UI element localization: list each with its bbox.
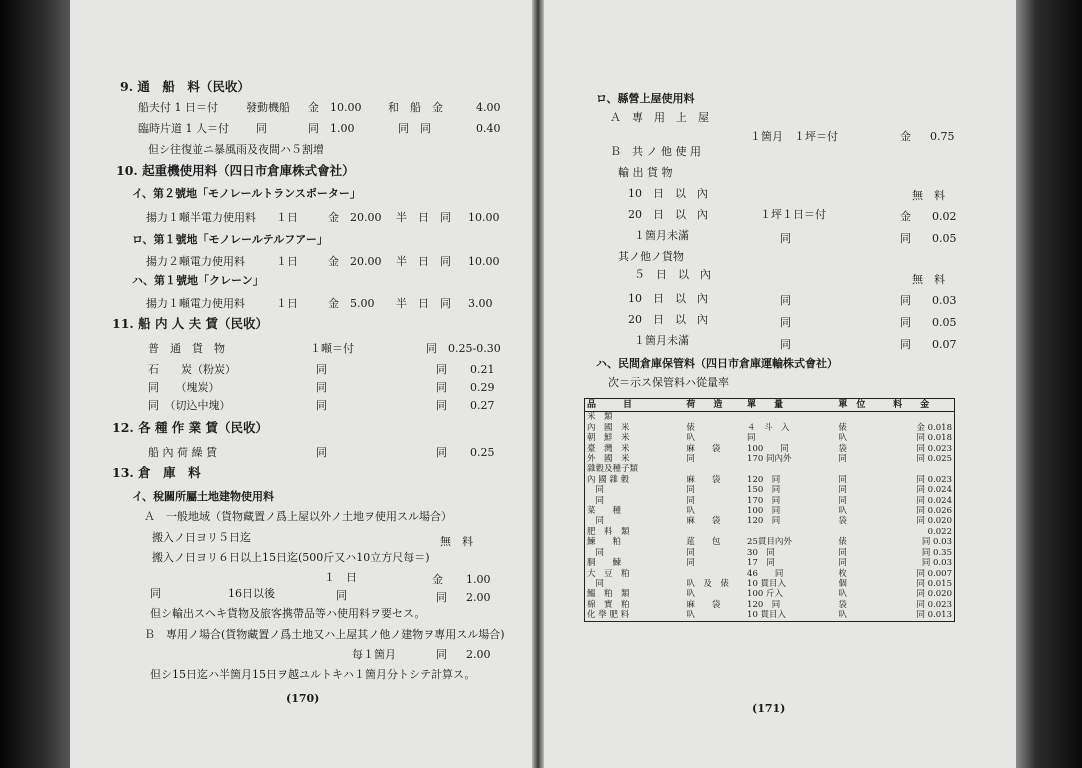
table-cell: 46 同 — [747, 568, 784, 579]
text: 0.03 — [932, 294, 957, 307]
table-cell: 胴 鰊 — [587, 558, 622, 569]
text: 0.02 — [932, 210, 957, 223]
text: 同 — [900, 232, 911, 245]
text: 同 — [436, 446, 447, 459]
table-cell — [684, 412, 745, 423]
text: 同 — [426, 342, 437, 355]
text: Ｂ 共 ノ 他 使 用 — [610, 145, 701, 158]
table-cell: 同 — [587, 516, 605, 527]
text: Ｂ 專用ノ場合(貨物藏置ノ爲土地又ハ上屋其ノ他ノ建物ヲ專用スル場合) — [144, 628, 505, 641]
text: 0.05 — [932, 232, 957, 245]
table-cell: 同 — [838, 474, 847, 485]
text: 但シ15日迄ハ半箇月15日ヲ越ユルトキハ１箇月分トシテ計算ス。 — [150, 668, 476, 681]
table-cell: 120 同 — [747, 516, 781, 527]
table-cell: 化 學 肥 料 — [587, 610, 630, 621]
table-cell: 臺 灣 米 — [587, 443, 630, 454]
text: 同 — [316, 399, 327, 412]
table-cell: 同 0.023 — [916, 474, 952, 485]
text: 0.21 — [470, 363, 495, 376]
table-cell: 170 同 — [747, 495, 781, 506]
text: 同 — [336, 589, 347, 602]
table-cell: 同 0.015 — [916, 578, 952, 589]
table-cell: 枚 — [838, 568, 847, 579]
text: 搬入ノ日ヨリ６日以上15日迄(500斤又ハ10立方尺每＝) — [152, 551, 430, 564]
table-row — [585, 454, 955, 464]
text: 金 5.00 — [328, 297, 375, 310]
table-cell: 金 0.018 — [916, 422, 952, 433]
table-cell: 同 0.023 — [916, 599, 952, 610]
text: 臨時片道 1 人＝付 — [138, 122, 229, 135]
table-cell: 個 — [838, 578, 847, 589]
text: 同 （塊炭） — [148, 381, 220, 394]
text: 同 — [780, 316, 791, 329]
text: １日 — [276, 211, 298, 224]
table-cell: 叺 — [838, 610, 847, 621]
table-row — [585, 610, 955, 621]
table-cell — [836, 412, 891, 423]
text: 4.00 — [476, 101, 501, 114]
table-cell — [684, 464, 745, 474]
table-cell: 叺 及 俵 — [686, 578, 729, 589]
table-cell: 同 0.03 — [921, 537, 952, 548]
table-row — [585, 527, 955, 537]
table-cell: 叺 — [686, 506, 695, 517]
text: 0.05 — [932, 316, 957, 329]
table-cell — [684, 527, 745, 537]
text: 同 — [316, 381, 327, 394]
text: 無 料 — [912, 273, 945, 286]
text: 普 通 貨 物 — [148, 342, 225, 355]
table-cell: 俵 — [838, 537, 847, 548]
table-row — [585, 600, 955, 610]
table-cell: 同 — [686, 558, 695, 569]
text: 0.07 — [932, 338, 957, 351]
table-cell: 米 類 — [587, 412, 613, 423]
section-13-heading: 13. 倉 庫 料 — [112, 465, 201, 480]
section-ro-heading: ロ、縣營上屋使用料 — [596, 92, 695, 105]
table-row — [585, 464, 955, 474]
text: 同 — [436, 591, 447, 604]
text: 但シ往復並ニ暴風雨及夜間ハ５割增 — [148, 143, 324, 156]
subheading: イ、稅關所屬土地建物使用料 — [132, 490, 275, 503]
text: 同 — [316, 363, 327, 376]
text: 0.25-0.30 — [448, 342, 501, 355]
text: 但シ輸出スヘキ貨物及旅客携帶品等ハ使用料ヲ要セス。 — [150, 607, 426, 620]
table-cell: 同 — [838, 454, 847, 465]
section-12-heading: 12. 各 種 作 業 賃（民收） — [112, 420, 269, 435]
table-cell: 同 — [686, 495, 695, 506]
table-cell — [745, 464, 836, 474]
text: 同 同 — [398, 122, 431, 135]
text: 金 — [900, 130, 911, 143]
book-edge-right — [1016, 0, 1082, 768]
right-page — [544, 0, 1016, 768]
section-ha-heading: ハ、民間倉庫保管料（四日市倉庫運輸株式會社） — [596, 357, 838, 370]
table-cell — [836, 464, 891, 474]
table-cell: 麻 袋 — [686, 516, 721, 527]
table-cell: 叺 — [838, 433, 847, 444]
table-cell: 袋 — [838, 599, 847, 610]
table-cell: 雜穀及種子類 — [587, 464, 639, 475]
section-10-heading: 10. 起重機使用料（四日市倉庫株式會社） — [116, 163, 355, 178]
table-cell: 俵 — [838, 422, 847, 433]
table-cell: 袋 — [838, 443, 847, 454]
text: 無 料 — [912, 189, 945, 202]
table-cell: 120 同 — [747, 474, 781, 485]
page-number-right: (171) — [752, 702, 786, 715]
text: 揚力２噸電力使用料 — [146, 255, 245, 268]
text: １ 日 — [324, 571, 357, 584]
text: 20 日 以 內 — [628, 208, 708, 221]
text: １箇月 １坪＝付 — [750, 130, 838, 143]
table-cell: 肥 料 類 — [587, 526, 630, 537]
table-row — [585, 433, 955, 443]
text: 船夫付 1 日＝付 — [138, 101, 218, 114]
table-cell: ４ 斗 入 — [747, 422, 790, 433]
table-cell: 150 同 — [747, 485, 781, 496]
text: 16日以後 — [228, 587, 275, 600]
table-cell: 10 貫目入 — [747, 578, 787, 589]
table-cell: 同 0.025 — [916, 454, 952, 465]
table-row — [585, 589, 955, 599]
table-cell: 俵 — [686, 422, 695, 433]
table-cell: 內 國 米 — [587, 422, 630, 433]
table-cell: 同 — [838, 558, 847, 569]
table-cell: 同 0.013 — [916, 610, 952, 621]
text: 同 — [150, 587, 161, 600]
table-row — [585, 444, 955, 454]
table-cell: 同 — [838, 495, 847, 506]
table-cell: 170 同內外 — [747, 454, 792, 465]
text: 每１箇月 — [352, 648, 396, 661]
table-cell: 叺 — [686, 610, 695, 621]
table-cell: 麻 袋 — [686, 599, 721, 610]
text: 半 日 同 — [396, 211, 451, 224]
table-cell: 100 斤入 — [747, 589, 783, 600]
text: 3.00 — [468, 297, 493, 310]
table-cell: 同 0.03 — [921, 558, 952, 569]
table-cell: 10 貫目入 — [747, 610, 787, 621]
col-header-rate: 料 金 — [891, 399, 954, 412]
table-cell: 同 — [838, 485, 847, 496]
table-cell — [891, 412, 954, 423]
text: 其ノ他ノ貨物 — [618, 250, 684, 263]
table-cell: 鰮 粕 類 — [587, 589, 630, 600]
table-cell: 同 0.007 — [916, 568, 952, 579]
table-cell: 同 — [587, 547, 605, 558]
text: 0.29 — [470, 381, 495, 394]
table-cell: 同 0.020 — [916, 589, 952, 600]
table-cell: 100 同 — [747, 443, 789, 454]
text: 發動機船 — [246, 101, 290, 114]
text: １箇月未滿 — [634, 229, 689, 242]
text: １噸＝付 — [310, 342, 354, 355]
table-cell — [745, 412, 836, 423]
text: 0.40 — [476, 122, 501, 135]
table-cell: 同 0.024 — [916, 485, 952, 496]
text: 同 — [900, 338, 911, 351]
text: 2.00 — [466, 591, 491, 604]
text: 0.25 — [470, 446, 495, 459]
table-cell: 同 — [686, 547, 695, 558]
left-page — [70, 0, 532, 768]
text: 同 — [436, 381, 447, 394]
text: 金 20.00 — [328, 211, 382, 224]
table-cell: 鰊 粕 — [587, 537, 622, 548]
table-cell: 同 — [587, 578, 605, 589]
text: 同 — [780, 232, 791, 245]
table-cell — [891, 464, 954, 474]
text: Ａ 專 用 上 屋 — [610, 111, 709, 124]
text: 無 料 — [440, 535, 473, 548]
subheading: ロ、第１號地「モノレールテルフアー」 — [132, 233, 328, 246]
text: 金 20.00 — [328, 255, 382, 268]
text: 10.00 — [468, 211, 500, 224]
text: ５ 日 以 內 — [634, 268, 711, 281]
text: 同 — [436, 363, 447, 376]
table-cell: 菜 種 — [587, 506, 622, 517]
text: 10 日 以 內 — [628, 292, 708, 305]
table-header-row — [585, 399, 955, 412]
text: 同 — [780, 338, 791, 351]
table-cell: 同 0.018 — [916, 433, 952, 444]
table-cell: 麻 袋 — [686, 443, 721, 454]
table-cell: 袋 — [838, 516, 847, 527]
table-row — [585, 516, 955, 526]
text: １日 — [276, 255, 298, 268]
text: １坪１日＝付 — [760, 208, 826, 221]
table-cell: 叺 — [686, 589, 695, 600]
text: 輸 出 貨 物 — [618, 166, 673, 179]
subheading: イ、第２號地「モノレールトランスポーター」 — [132, 187, 361, 200]
table-cell: 棉 實 粕 — [587, 599, 630, 610]
table-row — [585, 423, 955, 433]
text: 半 日 同 — [396, 255, 451, 268]
text: 和 船 金 — [388, 101, 443, 114]
text: 金 — [900, 210, 911, 223]
text: 1.00 — [466, 573, 491, 586]
table-cell: 同 — [686, 485, 695, 496]
col-header-packing: 荷 造 — [684, 399, 745, 412]
table-cell: 120 同 — [747, 599, 781, 610]
page-number-left: (170) — [286, 692, 320, 705]
book-edge-left — [0, 0, 70, 768]
text: 次＝示ス保管料ハ從量率 — [608, 376, 729, 389]
text: 同 — [900, 294, 911, 307]
text: 揚力１噸半電力使用料 — [146, 211, 256, 224]
table-cell: 叺 — [686, 433, 695, 444]
subheading: ハ、第１號地「クレーン」 — [132, 274, 264, 287]
col-header-item: 品 目 — [585, 399, 685, 412]
table-cell: 叺 — [838, 589, 847, 600]
table-cell: 0.022 — [927, 526, 952, 537]
table-cell: 同 0.020 — [916, 516, 952, 527]
table-cell: 同 — [747, 433, 756, 444]
text: 同 — [316, 446, 327, 459]
table-cell: 同 — [838, 547, 847, 558]
table-cell — [684, 569, 745, 579]
table-body — [585, 412, 955, 621]
col-header-unit: 單 位 — [836, 399, 891, 412]
table-cell: 朝 鮮 米 — [587, 433, 630, 444]
text: 船 內 荷 繰 賃 — [148, 446, 217, 459]
table-cell: 同 — [686, 454, 695, 465]
table-row — [585, 496, 955, 506]
col-header-quantity: 單 量 — [745, 399, 836, 412]
text: 同 — [780, 294, 791, 307]
table-cell: 叺 — [838, 506, 847, 517]
table-cell: 同 — [587, 495, 605, 506]
text: Ａ 一般地域（貨物藏置ノ爲上屋以外ノ土地ヲ使用スル場合） — [144, 510, 452, 523]
table-cell: 莚 包 — [686, 537, 721, 548]
table-cell: 內 國 雜 穀 — [587, 474, 630, 485]
text: 0.27 — [470, 399, 495, 412]
text: 同 — [256, 122, 267, 135]
text: １箇月未滿 — [634, 334, 689, 347]
table-row — [585, 548, 955, 558]
table-cell: 17 同 — [747, 558, 775, 569]
table-cell — [836, 527, 891, 537]
text: 同 — [900, 316, 911, 329]
section-11-heading: 11. 船 内 人 夫 賃（民收） — [112, 316, 269, 331]
text: 搬入ノ日ヨリ５日迄 — [152, 531, 251, 544]
text: 同 — [436, 399, 447, 412]
table-cell: 同 0.026 — [916, 506, 952, 517]
table-row — [585, 558, 955, 568]
table-row — [585, 485, 955, 495]
text: 2.00 — [466, 648, 491, 661]
text: 0.75 — [930, 130, 955, 143]
table-cell: 100 同 — [747, 506, 781, 517]
text: 金 — [432, 573, 443, 586]
text: 20 日 以 內 — [628, 313, 708, 326]
text: 金 10.00 — [308, 101, 362, 114]
book-gutter — [532, 0, 544, 768]
section-9-heading: 9. 通 船 料（民收） — [120, 79, 250, 94]
text: 同 1.00 — [308, 122, 355, 135]
text: 揚力１噸電力使用料 — [146, 297, 245, 310]
table-cell: 同 — [587, 485, 605, 496]
text: 10 日 以 內 — [628, 187, 708, 200]
table-cell: 30 同 — [747, 547, 775, 558]
table-cell: 同 0.35 — [921, 547, 952, 558]
text: １日 — [276, 297, 298, 310]
text: 石 炭（粉炭） — [148, 363, 236, 376]
text: 10.00 — [468, 255, 500, 268]
text: 同 （切込中塊） — [148, 399, 231, 412]
table-row — [585, 579, 955, 589]
text: 半 日 同 — [396, 297, 451, 310]
text: 同 — [436, 648, 447, 661]
table-cell: 同 0.024 — [916, 495, 952, 506]
table-row — [585, 412, 955, 423]
table-cell: 大 豆 粕 — [587, 568, 630, 579]
storage-fee-table — [584, 398, 955, 622]
table-cell — [745, 527, 836, 537]
table-row — [585, 506, 955, 516]
table-cell: 25貫目內外 — [747, 537, 792, 548]
table-row — [585, 537, 955, 547]
table-cell: 麻 袋 — [686, 474, 721, 485]
table-cell: 外 國 米 — [587, 454, 630, 465]
table-cell: 同 0.023 — [916, 443, 952, 454]
table-row — [585, 569, 955, 579]
table-row — [585, 475, 955, 485]
